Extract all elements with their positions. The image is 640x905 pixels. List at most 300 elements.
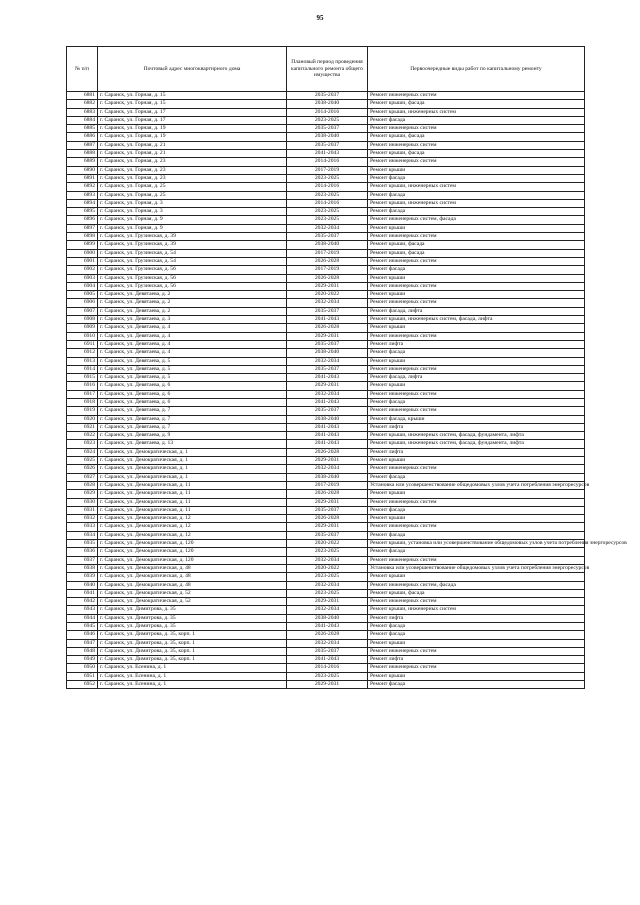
table-row bbox=[67, 199, 585, 207]
row-works: Ремонт крыши bbox=[368, 357, 585, 365]
row-number: 6894 bbox=[67, 199, 98, 207]
row-number: 6913 bbox=[67, 357, 98, 365]
row-works: Ремонт инженерных систем bbox=[368, 233, 585, 241]
row-number: 6924 bbox=[67, 448, 98, 456]
table-row bbox=[67, 564, 585, 572]
table-row bbox=[67, 481, 585, 489]
row-address: г. Саранск, ул. Димитрова, д. 35, корп. 1 bbox=[98, 631, 287, 639]
row-address: г. Саранск, ул. Горная, д. 21 bbox=[98, 141, 287, 149]
row-works: Ремонт крыши bbox=[368, 515, 585, 523]
table-row bbox=[67, 556, 585, 564]
row-number: 6883 bbox=[67, 108, 98, 116]
row-period: 2026-2028 bbox=[287, 324, 368, 332]
row-number: 6887 bbox=[67, 141, 98, 149]
row-number: 6901 bbox=[67, 257, 98, 265]
row-works: Ремонт крыши, инженерных систем, фасада, фундамента, лифта bbox=[368, 440, 585, 448]
row-address: г. Саранск, ул. Девятаева, д. 3 bbox=[98, 316, 287, 324]
row-period: 2041-2043 bbox=[287, 623, 368, 631]
row-period: 2029-2031 bbox=[287, 681, 368, 689]
row-period: 2023-2025 bbox=[287, 116, 368, 124]
table-row bbox=[67, 158, 585, 166]
row-number: 6925 bbox=[67, 457, 98, 465]
row-period: 2017-2019 bbox=[287, 266, 368, 274]
table-row bbox=[67, 465, 585, 473]
row-address: г. Саранск, ул. Грузинская, д. 54 bbox=[98, 257, 287, 265]
header-period: Плановый период проведения капитального ремонта общего имущества bbox=[287, 47, 368, 92]
row-works: Ремонт крыши, установка или усовершенствование общедомовых узлов учета потребления энергоресурсов bbox=[368, 540, 585, 548]
table-row bbox=[67, 374, 585, 382]
table-row bbox=[67, 125, 585, 133]
row-address: г. Саранск, ул. Димитрова, д. 35 bbox=[98, 623, 287, 631]
row-works: Установка или усовершенствование общедомовых узлов учета потребления энергоресурсов bbox=[368, 481, 585, 489]
row-address: г. Саранск, ул. Горная, д. 21 bbox=[98, 150, 287, 158]
row-period: 2035-2037 bbox=[287, 647, 368, 655]
table-row bbox=[67, 224, 585, 232]
row-period: 2029-2031 bbox=[287, 282, 368, 290]
row-period: 2014-2016 bbox=[287, 199, 368, 207]
row-works: Ремонт крыши bbox=[368, 224, 585, 232]
row-number: 6912 bbox=[67, 349, 98, 357]
row-works: Ремонт крыши bbox=[368, 457, 585, 465]
row-number: 6902 bbox=[67, 266, 98, 274]
row-number: 6920 bbox=[67, 415, 98, 423]
row-period: 2029-2031 bbox=[287, 332, 368, 340]
row-period: 2023-2025 bbox=[287, 208, 368, 216]
row-number: 6881 bbox=[67, 92, 98, 100]
table-row bbox=[67, 241, 585, 249]
row-address: г. Саранск, ул. Демократическая, д. 120 bbox=[98, 556, 287, 564]
row-period: 2029-2031 bbox=[287, 382, 368, 390]
row-works: Ремонт фасада bbox=[368, 506, 585, 514]
row-works: Ремонт инженерных систем bbox=[368, 141, 585, 149]
table-row bbox=[67, 299, 585, 307]
row-address: г. Саранск, ул. Демократическая, д. 120 bbox=[98, 548, 287, 556]
row-period: 2041-2043 bbox=[287, 423, 368, 431]
row-address: г. Саранск, ул. Грузинская, д. 56 bbox=[98, 274, 287, 282]
row-works: Ремонт крыши, фасада bbox=[368, 133, 585, 141]
table-row bbox=[67, 324, 585, 332]
row-period: 2023-2025 bbox=[287, 191, 368, 199]
row-address: г. Саранск, ул. Горная, д. 9 bbox=[98, 216, 287, 224]
row-number: 6899 bbox=[67, 241, 98, 249]
row-number: 6905 bbox=[67, 291, 98, 299]
row-works: Ремонт фасада bbox=[368, 191, 585, 199]
row-address: г. Саранск, ул. Грузинская, д. 56 bbox=[98, 266, 287, 274]
row-number: 6927 bbox=[67, 473, 98, 481]
table-row bbox=[67, 332, 585, 340]
row-period: 2014-2016 bbox=[287, 108, 368, 116]
row-address: г. Саранск, ул. Горная, д. 9 bbox=[98, 224, 287, 232]
row-address: г. Саранск, ул. Девятаева, д. 6 bbox=[98, 382, 287, 390]
row-number: 6903 bbox=[67, 274, 98, 282]
row-works: Ремонт фасада bbox=[368, 266, 585, 274]
row-number: 6935 bbox=[67, 540, 98, 548]
row-works: Ремонт инженерных систем bbox=[368, 390, 585, 398]
row-period: 2026-2028 bbox=[287, 515, 368, 523]
row-address: г. Саранск, ул. Димитрова, д. 35 bbox=[98, 614, 287, 622]
row-number: 6939 bbox=[67, 573, 98, 581]
row-period: 2038-2040 bbox=[287, 415, 368, 423]
row-period: 2035-2037 bbox=[287, 531, 368, 539]
row-address: г. Саранск, ул. Димитрова, д. 35, корп. 1 bbox=[98, 639, 287, 647]
row-period: 2026-2028 bbox=[287, 274, 368, 282]
table-row bbox=[67, 506, 585, 514]
table-row bbox=[67, 249, 585, 257]
row-number: 6916 bbox=[67, 382, 98, 390]
row-address: г. Саранск, ул. Горная, д. 17 bbox=[98, 116, 287, 124]
row-number: 6888 bbox=[67, 150, 98, 158]
row-address: г. Саранск, ул. Демократическая, д. 12 bbox=[98, 531, 287, 539]
table-row bbox=[67, 166, 585, 174]
row-number: 6896 bbox=[67, 216, 98, 224]
row-number: 6952 bbox=[67, 681, 98, 689]
row-address: г. Саранск, ул. Девятаева, д. 5 bbox=[98, 357, 287, 365]
table-row bbox=[67, 548, 585, 556]
row-address: г. Саранск, ул. Горная, д. 15 bbox=[98, 100, 287, 108]
row-address: г. Саранск, ул. Демократическая, д. 12 bbox=[98, 523, 287, 531]
row-address: г. Саранск, ул. Девятаева, д. 5 bbox=[98, 365, 287, 373]
table-row bbox=[67, 473, 585, 481]
row-works: Ремонт инженерных систем, фасада bbox=[368, 581, 585, 589]
row-number: 6951 bbox=[67, 672, 98, 680]
row-period: 2026-2028 bbox=[287, 490, 368, 498]
row-address: г. Саранск, ул. Девятаева, д. 6 bbox=[98, 398, 287, 406]
table-row bbox=[67, 540, 585, 548]
row-works: Ремонт инженерных систем bbox=[368, 158, 585, 166]
row-number: 6891 bbox=[67, 174, 98, 182]
row-number: 6882 bbox=[67, 100, 98, 108]
row-period: 2032-2034 bbox=[287, 465, 368, 473]
row-number: 6946 bbox=[67, 631, 98, 639]
row-works: Ремонт инженерных систем bbox=[368, 332, 585, 340]
row-works: Ремонт фасада bbox=[368, 116, 585, 124]
table-row bbox=[67, 340, 585, 348]
row-period: 2035-2037 bbox=[287, 233, 368, 241]
row-address: г. Саранск, ул. Демократическая, д. 11 bbox=[98, 498, 287, 506]
row-works: Ремонт крыши, инженерных систем, фасада, лифта bbox=[368, 316, 585, 324]
row-address: г. Саранск, ул. Девятаева, д. 7 bbox=[98, 415, 287, 423]
row-period: 2041-2043 bbox=[287, 440, 368, 448]
table-row bbox=[67, 457, 585, 465]
row-works: Ремонт фасада bbox=[368, 473, 585, 481]
table-row bbox=[67, 656, 585, 664]
row-number: 6948 bbox=[67, 647, 98, 655]
row-works: Ремонт крыши, фасада bbox=[368, 100, 585, 108]
table-row bbox=[67, 266, 585, 274]
table-row bbox=[67, 623, 585, 631]
row-period: 2023-2025 bbox=[287, 174, 368, 182]
row-address: г. Саранск, ул. Демократическая, д. 11 bbox=[98, 481, 287, 489]
row-address: г. Саранск, ул. Девятаева, д. 4 bbox=[98, 324, 287, 332]
row-period: 2035-2037 bbox=[287, 340, 368, 348]
row-address: г. Саранск, ул. Грузинская, д. 39 bbox=[98, 241, 287, 249]
row-works: Ремонт фасада bbox=[368, 398, 585, 406]
table-row bbox=[67, 598, 585, 606]
table-row bbox=[67, 216, 585, 224]
row-works: Ремонт крыши bbox=[368, 166, 585, 174]
row-works: Ремонт инженерных систем bbox=[368, 598, 585, 606]
row-works: Ремонт фасада bbox=[368, 681, 585, 689]
row-number: 6926 bbox=[67, 465, 98, 473]
row-period: 2029-2031 bbox=[287, 498, 368, 506]
row-address: г. Саранск, ул. Горная, д. 3 bbox=[98, 208, 287, 216]
row-works: Ремонт лифта bbox=[368, 656, 585, 664]
row-period: 2026-2028 bbox=[287, 257, 368, 265]
row-number: 6910 bbox=[67, 332, 98, 340]
row-address: г. Саранск, ул. Димитрова, д. 35 bbox=[98, 606, 287, 614]
row-address: г. Саранск, ул. Девятаева, д. 2 bbox=[98, 299, 287, 307]
header-works: Первоочередные виды работ по капитальному ремонту bbox=[368, 47, 585, 92]
table-row bbox=[67, 100, 585, 108]
row-address: г. Саранск, ул. Демократическая, д. 12 bbox=[98, 515, 287, 523]
row-works: Ремонт крыши, фасада bbox=[368, 589, 585, 597]
row-period: 2032-2034 bbox=[287, 556, 368, 564]
row-address: г. Саранск, ул. Есенина, д. 1 bbox=[98, 664, 287, 672]
row-address: г. Саранск, ул. Грузинская, д. 56 bbox=[98, 282, 287, 290]
row-works: Ремонт крыши, инженерных систем, фасада, фундамента, лифта bbox=[368, 432, 585, 440]
row-works: Ремонт фасада bbox=[368, 548, 585, 556]
row-number: 6932 bbox=[67, 515, 98, 523]
row-number: 6950 bbox=[67, 664, 98, 672]
row-address: г. Саранск, ул. Грузинская, д. 39 bbox=[98, 233, 287, 241]
row-works: Ремонт крыши bbox=[368, 291, 585, 299]
row-number: 6909 bbox=[67, 324, 98, 332]
row-address: г. Саранск, ул. Демократическая, д. 1 bbox=[98, 448, 287, 456]
table-row bbox=[67, 349, 585, 357]
row-address: г. Саранск, ул. Горная, д. 23 bbox=[98, 158, 287, 166]
row-address: г. Саранск, ул. Горная, д. 15 bbox=[98, 92, 287, 100]
row-address: г. Саранск, ул. Демократическая, д. 1 bbox=[98, 457, 287, 465]
row-address: г. Саранск, ул. Демократическая, д. 1 bbox=[98, 473, 287, 481]
row-number: 6915 bbox=[67, 374, 98, 382]
row-period: 2038-2040 bbox=[287, 473, 368, 481]
table-row bbox=[67, 614, 585, 622]
row-period: 2023-2025 bbox=[287, 548, 368, 556]
row-period: 2038-2040 bbox=[287, 133, 368, 141]
row-period: 2035-2037 bbox=[287, 92, 368, 100]
table-body bbox=[67, 92, 627, 689]
row-number: 6885 bbox=[67, 125, 98, 133]
row-number: 6886 bbox=[67, 133, 98, 141]
row-address: г. Саранск, ул. Горная, д. 23 bbox=[98, 174, 287, 182]
row-address: г. Саранск, ул. Демократическая, д. 48 bbox=[98, 564, 287, 572]
row-period: 2032-2034 bbox=[287, 390, 368, 398]
row-address: г. Саранск, ул. Горная, д. 25 bbox=[98, 191, 287, 199]
table-row bbox=[67, 440, 585, 448]
row-number: 6941 bbox=[67, 589, 98, 597]
row-number: 6934 bbox=[67, 531, 98, 539]
row-period: 2032-2034 bbox=[287, 299, 368, 307]
row-works: Ремонт инженерных систем bbox=[368, 125, 585, 133]
row-period: 2041-2043 bbox=[287, 150, 368, 158]
table-row bbox=[67, 490, 585, 498]
row-number: 6892 bbox=[67, 183, 98, 191]
table-row bbox=[67, 307, 585, 315]
row-number: 6928 bbox=[67, 481, 98, 489]
row-number: 6895 bbox=[67, 208, 98, 216]
row-number: 6945 bbox=[67, 623, 98, 631]
table-row bbox=[67, 133, 585, 141]
repair-schedule-table bbox=[66, 46, 627, 689]
table-row bbox=[67, 141, 585, 149]
table-row bbox=[67, 116, 585, 124]
table-row bbox=[67, 257, 585, 265]
row-number: 6936 bbox=[67, 548, 98, 556]
row-period: 2020-2022 bbox=[287, 540, 368, 548]
row-period: 2029-2031 bbox=[287, 598, 368, 606]
row-address: г. Саранск, ул. Девятаева, д. 9 bbox=[98, 432, 287, 440]
row-address: г. Саранск, ул. Девятаева, д. 2 bbox=[98, 291, 287, 299]
row-number: 6940 bbox=[67, 581, 98, 589]
row-address: г. Саранск, ул. Демократическая, д. 48 bbox=[98, 581, 287, 589]
row-period: 2014-2016 bbox=[287, 158, 368, 166]
row-works: Ремонт инженерных систем bbox=[368, 299, 585, 307]
row-address: г. Саранск, ул. Демократическая, д. 11 bbox=[98, 506, 287, 514]
row-works: Ремонт фасада, крыши bbox=[368, 415, 585, 423]
row-works: Ремонт инженерных систем bbox=[368, 664, 585, 672]
row-works: Ремонт крыши, инженерных систем bbox=[368, 199, 585, 207]
row-number: 6918 bbox=[67, 398, 98, 406]
row-period: 2029-2031 bbox=[287, 523, 368, 531]
table-row bbox=[67, 365, 585, 373]
table-row bbox=[67, 631, 585, 639]
row-period: 2023-2025 bbox=[287, 589, 368, 597]
table-row bbox=[67, 515, 585, 523]
row-period: 2017-2019 bbox=[287, 481, 368, 489]
row-period: 2026-2028 bbox=[287, 631, 368, 639]
row-period: 2041-2043 bbox=[287, 432, 368, 440]
row-works: Ремонт крыши, инженерных систем bbox=[368, 183, 585, 191]
row-period: 2017-2019 bbox=[287, 166, 368, 174]
row-works: Ремонт крыши, фасада bbox=[368, 150, 585, 158]
table-row bbox=[67, 432, 585, 440]
row-works: Ремонт крыши bbox=[368, 382, 585, 390]
header-row bbox=[67, 47, 585, 92]
row-period: 2029-2031 bbox=[287, 457, 368, 465]
row-works: Ремонт инженерных систем bbox=[368, 498, 585, 506]
row-works: Ремонт инженерных систем, фасада bbox=[368, 216, 585, 224]
table-row bbox=[67, 448, 585, 456]
row-period: 2020-2022 bbox=[287, 564, 368, 572]
row-period: 2023-2025 bbox=[287, 216, 368, 224]
table-row bbox=[67, 498, 585, 506]
row-address: г. Саранск, ул. Демократическая, д. 52 bbox=[98, 598, 287, 606]
row-address: г. Саранск, ул. Девятаева, д. 2 bbox=[98, 307, 287, 315]
table-header bbox=[67, 47, 585, 92]
row-number: 6944 bbox=[67, 614, 98, 622]
row-works: Ремонт крыши, инженерных систем bbox=[368, 108, 585, 116]
row-number: 6933 bbox=[67, 523, 98, 531]
row-period: 2032-2034 bbox=[287, 639, 368, 647]
row-number: 6938 bbox=[67, 564, 98, 572]
row-works: Ремонт фасада bbox=[368, 531, 585, 539]
row-address: г. Саранск, ул. Девятаева, д. 7 bbox=[98, 407, 287, 415]
row-address: г. Саранск, ул. Демократическая, д. 48 bbox=[98, 573, 287, 581]
row-period: 2032-2034 bbox=[287, 357, 368, 365]
row-works: Ремонт фасада bbox=[368, 208, 585, 216]
row-address: г. Саранск, ул. Девятаева, д. 13 bbox=[98, 440, 287, 448]
row-period: 2026-2028 bbox=[287, 448, 368, 456]
table-row bbox=[67, 672, 585, 680]
row-period: 2035-2037 bbox=[287, 307, 368, 315]
row-works: Ремонт инженерных систем bbox=[368, 282, 585, 290]
row-works: Ремонт инженерных систем bbox=[368, 556, 585, 564]
row-period: 2035-2037 bbox=[287, 506, 368, 514]
table-row bbox=[67, 664, 585, 672]
row-address: г. Саранск, ул. Горная, д. 17 bbox=[98, 108, 287, 116]
row-address: г. Саранск, ул. Девятаева, д. 4 bbox=[98, 349, 287, 357]
row-address: г. Саранск, ул. Димитрова, д. 35, корп. 1 bbox=[98, 656, 287, 664]
row-address: г. Саранск, ул. Горная, д. 3 bbox=[98, 199, 287, 207]
table-row bbox=[67, 233, 585, 241]
row-period: 2014-2016 bbox=[287, 183, 368, 191]
row-works: Ремонт лифта bbox=[368, 340, 585, 348]
row-works: Ремонт лифта bbox=[368, 614, 585, 622]
row-period: 2017-2019 bbox=[287, 249, 368, 257]
table-row bbox=[67, 382, 585, 390]
row-address: г. Саранск, ул. Девятаева, д. 7 bbox=[98, 423, 287, 431]
row-works: Ремонт крыши bbox=[368, 324, 585, 332]
row-number: 6917 bbox=[67, 390, 98, 398]
table-row bbox=[67, 183, 585, 191]
table-row bbox=[67, 407, 585, 415]
page-number: 95 bbox=[316, 14, 324, 22]
row-number: 6897 bbox=[67, 224, 98, 232]
row-number: 6937 bbox=[67, 556, 98, 564]
table-row bbox=[67, 316, 585, 324]
row-number: 6942 bbox=[67, 598, 98, 606]
row-period: 2032-2034 bbox=[287, 581, 368, 589]
row-period: 2038-2040 bbox=[287, 100, 368, 108]
row-works: Ремонт крыши, инженерных систем bbox=[368, 606, 585, 614]
row-address: г. Саранск, ул. Горная, д. 23 bbox=[98, 166, 287, 174]
table-row bbox=[67, 581, 585, 589]
row-works: Ремонт крыши bbox=[368, 672, 585, 680]
row-number: 6911 bbox=[67, 340, 98, 348]
row-address: г. Саранск, ул. Демократическая, д. 52 bbox=[98, 589, 287, 597]
row-period: 2041-2043 bbox=[287, 316, 368, 324]
row-address: г. Саранск, ул. Демократическая, д. 1 bbox=[98, 465, 287, 473]
row-number: 6904 bbox=[67, 282, 98, 290]
row-number: 6889 bbox=[67, 158, 98, 166]
row-number: 6884 bbox=[67, 116, 98, 124]
row-address: г. Саранск, ул. Демократическая, д. 11 bbox=[98, 490, 287, 498]
row-number: 6890 bbox=[67, 166, 98, 174]
row-works: Ремонт инженерных систем bbox=[368, 465, 585, 473]
row-works: Ремонт крыши bbox=[368, 490, 585, 498]
row-works: Ремонт фасада, лифта bbox=[368, 374, 585, 382]
row-works: Установка или усовершенствование общедомовых узлов учета потребления энергоресурсов bbox=[368, 564, 585, 572]
row-works: Ремонт крыши bbox=[368, 639, 585, 647]
table-row bbox=[67, 357, 585, 365]
row-works: Ремонт инженерных систем bbox=[368, 92, 585, 100]
row-works: Ремонт фасада, лифта bbox=[368, 307, 585, 315]
row-works: Ремонт лифта bbox=[368, 448, 585, 456]
row-period: 2035-2037 bbox=[287, 125, 368, 133]
row-works: Ремонт фасада bbox=[368, 631, 585, 639]
row-address: г. Саранск, ул. Девятаева, д. 5 bbox=[98, 374, 287, 382]
table-row bbox=[67, 573, 585, 581]
row-period: 2035-2037 bbox=[287, 407, 368, 415]
table-row bbox=[67, 208, 585, 216]
row-works: Ремонт инженерных систем bbox=[368, 647, 585, 655]
row-number: 6893 bbox=[67, 191, 98, 199]
row-number: 6930 bbox=[67, 498, 98, 506]
row-address: г. Саранск, ул. Горная, д. 19 bbox=[98, 133, 287, 141]
row-works: Ремонт инженерных систем bbox=[368, 257, 585, 265]
row-number: 6929 bbox=[67, 490, 98, 498]
table-row bbox=[67, 174, 585, 182]
